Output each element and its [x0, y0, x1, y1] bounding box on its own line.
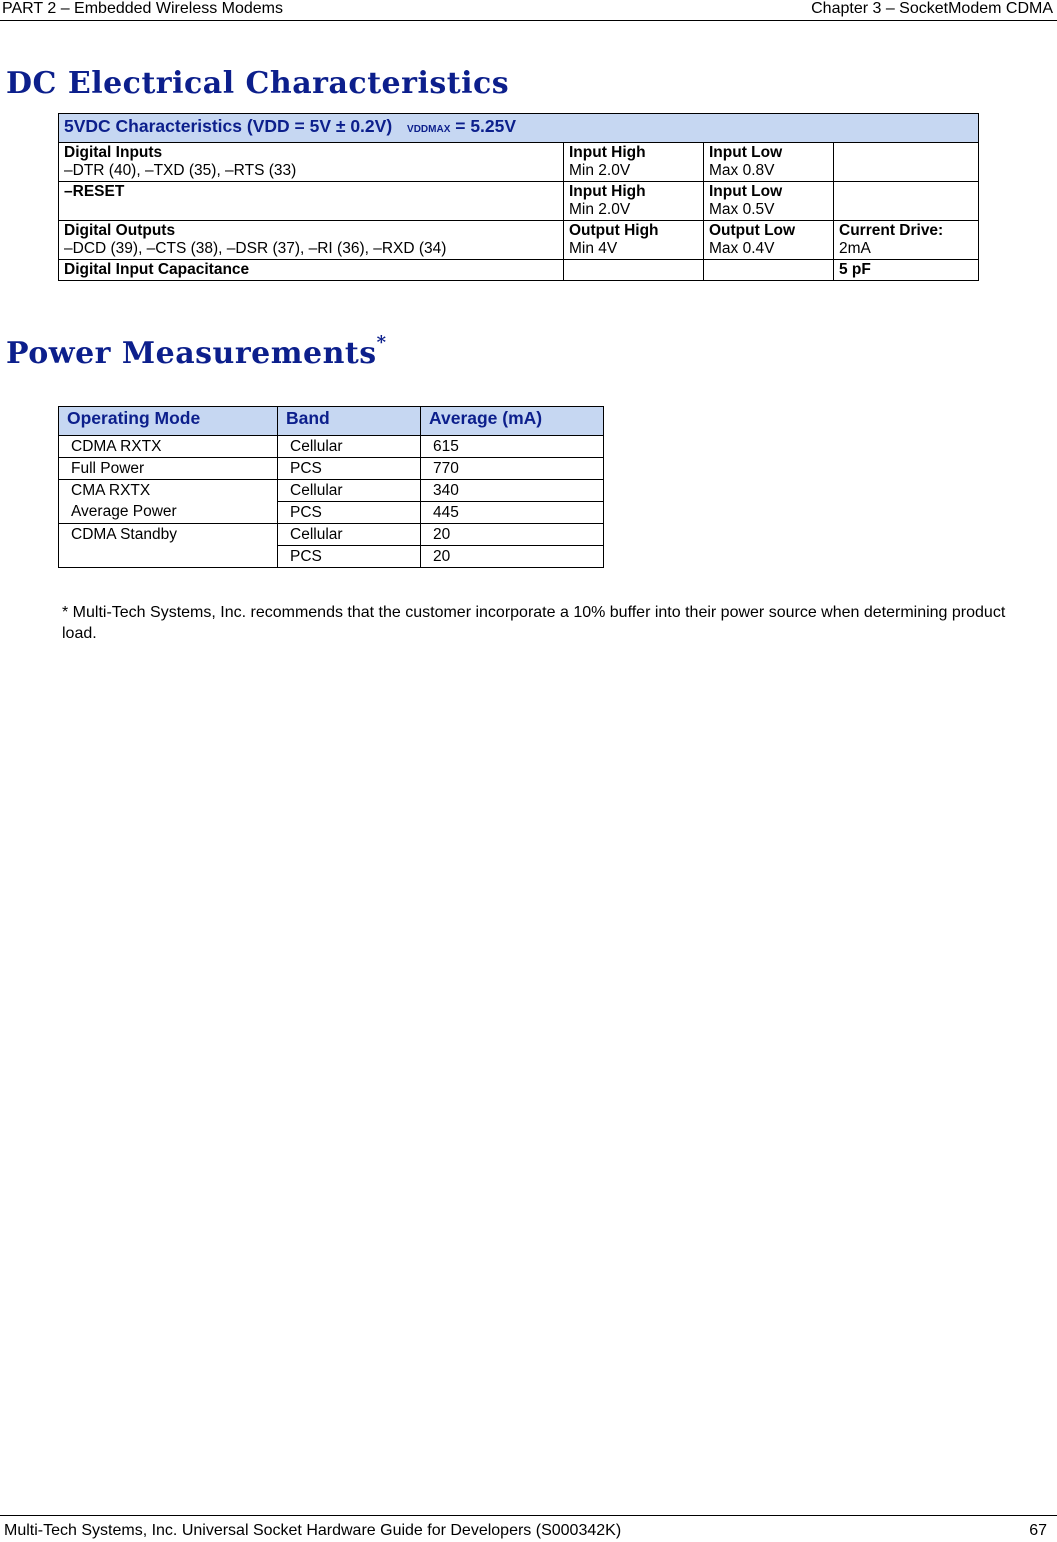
dc-row-cell	[834, 182, 979, 221]
band-cell: PCS	[278, 502, 421, 524]
dc-cell-label: Output High	[569, 222, 659, 239]
dc-cell-value: Max 0.4V	[709, 240, 775, 257]
dc-row-cell	[704, 260, 834, 281]
dc-characteristics-table	[58, 113, 979, 281]
dc-cell-value: 2mA	[839, 240, 871, 257]
dc-row-name: Digital Outputs	[64, 222, 176, 239]
dc-cell-value: Max 0.5V	[709, 201, 775, 218]
table-row	[59, 458, 604, 480]
dc-row-name: –RESET	[64, 183, 125, 200]
dc-row-cell	[564, 260, 704, 281]
average-cell: 20	[421, 546, 604, 568]
dc-table-title-sub: VDDMAX	[407, 124, 451, 135]
dc-row-cell	[564, 182, 704, 221]
header-part-title: PART 2 – Embedded Wireless Modems	[2, 0, 284, 17]
band-cell: Cellular	[278, 480, 421, 502]
mode-cell: Full Power	[59, 458, 278, 480]
average-cell: 615	[421, 436, 604, 458]
table-row	[59, 260, 979, 281]
average-cell: 770	[421, 458, 604, 480]
page-number: 67	[1029, 1522, 1047, 1539]
mode-cell	[59, 480, 278, 524]
column-header-average: Average (mA)	[421, 407, 604, 436]
footnote: * Multi-Tech Systems, Inc. recommends that the customer incorporate a 10% buffer into their power source when determining product load.	[62, 604, 1006, 642]
mode-line: Average Power	[71, 503, 177, 520]
dc-table-title-main: 5VDC Characteristics (VDD = 5V ± 0.2V)	[64, 116, 393, 136]
dc-row-cell	[704, 143, 834, 182]
dc-row-cell	[564, 221, 704, 260]
footnote-marker: *	[376, 332, 387, 353]
dc-table-title-tail: = 5.25V	[450, 116, 517, 136]
column-header-band: Band	[278, 407, 421, 436]
power-measurements-table	[58, 406, 604, 568]
mode-cell: CDMA RXTX	[59, 436, 278, 458]
table-row	[59, 524, 604, 546]
dc-row-name-cell	[59, 143, 564, 182]
dc-cell-label: Output Low	[709, 222, 796, 239]
dc-row-cell	[564, 143, 704, 182]
dc-cell-label: Input Low	[709, 183, 783, 200]
dc-cell-value: Max 0.8V	[709, 162, 775, 179]
dc-row-detail: –DTR (40), –TXD (35), –RTS (33)	[64, 162, 297, 179]
dc-row-cell	[704, 221, 834, 260]
dc-row-detail: –DCD (39), –CTS (38), –DSR (37), –RI (36), –RXD (34)	[64, 240, 447, 257]
column-header-mode: Operating Mode	[59, 407, 278, 436]
table-row	[59, 436, 604, 458]
dc-row-cell	[704, 182, 834, 221]
dc-cell-label: Input High	[569, 183, 646, 200]
dc-cell-label: 5 pF	[839, 261, 871, 278]
dc-row-cell	[834, 221, 979, 260]
dc-cell-value: Min 2.0V	[569, 201, 631, 218]
dc-row-name-cell	[59, 260, 564, 281]
dc-table-title	[59, 114, 979, 143]
page-header	[0, 0, 1057, 21]
mode-cell: CDMA Standby	[59, 524, 278, 568]
header-chapter-title: Chapter 3 – SocketModem CDMA	[811, 0, 1053, 17]
table-row	[59, 480, 604, 502]
dc-cell-label: Current Drive:	[839, 222, 944, 239]
table-row	[59, 143, 979, 182]
dc-cell-value: Min 4V	[569, 240, 618, 257]
average-cell: 340	[421, 480, 604, 502]
dc-row-name: Digital Inputs	[64, 144, 163, 161]
dc-row-name: Digital Input Capacitance	[64, 261, 250, 278]
average-cell: 20	[421, 524, 604, 546]
power-section-heading	[6, 332, 387, 371]
band-cell: Cellular	[278, 436, 421, 458]
dc-row-name-cell	[59, 182, 564, 221]
dc-row-cell	[834, 260, 979, 281]
dc-section-heading: DC Electrical Characteristics	[6, 66, 510, 101]
table-row	[59, 182, 979, 221]
band-cell: PCS	[278, 458, 421, 480]
power-section-title: Power Measurements	[6, 336, 377, 371]
dc-cell-label: Input Low	[709, 144, 783, 161]
average-cell: 445	[421, 502, 604, 524]
mode-line: CMA RXTX	[71, 482, 151, 499]
dc-cell-value: Min 2.0V	[569, 162, 631, 179]
band-cell: Cellular	[278, 524, 421, 546]
dc-cell-label: Input High	[569, 144, 646, 161]
page-footer	[0, 1515, 1057, 1542]
band-cell: PCS	[278, 546, 421, 568]
footer-document-title: Multi-Tech Systems, Inc. Universal Socket Hardware Guide for Developers (S000342K)	[4, 1522, 622, 1539]
dc-row-cell	[834, 143, 979, 182]
table-row	[59, 221, 979, 260]
dc-row-name-cell	[59, 221, 564, 260]
